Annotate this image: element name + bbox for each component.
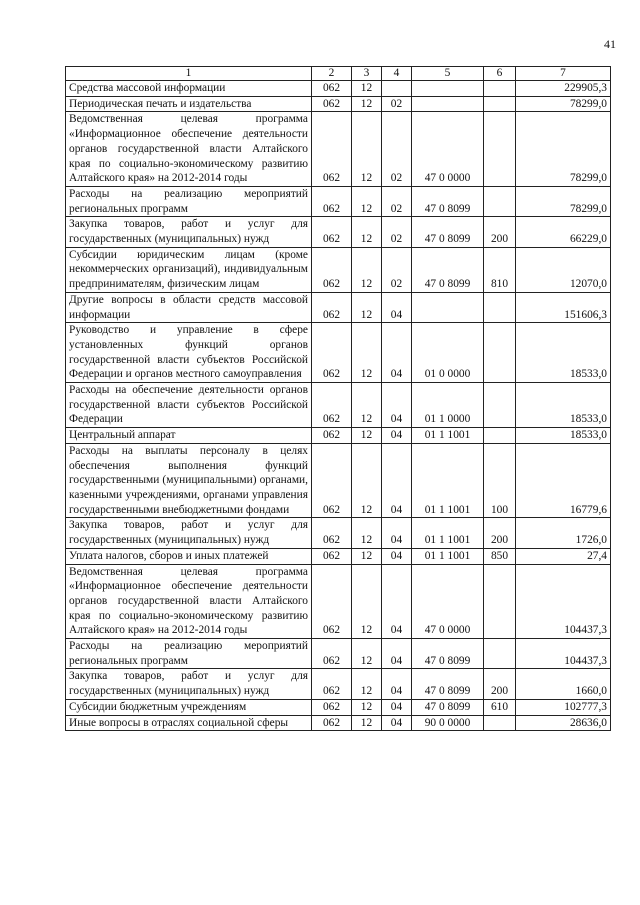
column-header: 2 [312, 67, 352, 81]
expense-type-cell: 810 [484, 247, 516, 292]
code-cell: 062 [312, 186, 352, 216]
code-cell: 062 [312, 323, 352, 383]
subsection-cell: 04 [382, 292, 412, 322]
subsection-cell [382, 81, 412, 97]
code-cell: 062 [312, 292, 352, 322]
column-header: 7 [516, 67, 611, 81]
target-article-cell: 01 1 0000 [412, 383, 484, 428]
target-article-cell: 47 0 8099 [412, 247, 484, 292]
row-name-cell: Другие вопросы в области средств массовой информации [66, 292, 312, 322]
table-row [66, 699, 611, 715]
section-cell: 12 [352, 548, 382, 564]
target-article-cell: 01 1 1001 [412, 428, 484, 444]
section-cell: 12 [352, 428, 382, 444]
table-row [66, 669, 611, 699]
code-cell: 062 [312, 96, 352, 112]
column-header: 5 [412, 67, 484, 81]
section-cell: 12 [352, 669, 382, 699]
table-header-row [66, 67, 611, 81]
table-row [66, 323, 611, 383]
section-cell: 12 [352, 443, 382, 518]
expense-type-cell: 200 [484, 669, 516, 699]
row-name-cell: Закупка товаров, работ и услуг для государственных (муниципальных) нужд [66, 669, 312, 699]
subsection-cell: 04 [382, 669, 412, 699]
expense-type-cell: 610 [484, 699, 516, 715]
code-cell: 062 [312, 518, 352, 548]
amount-cell: 66229,0 [516, 217, 611, 247]
table-row [66, 186, 611, 216]
amount-cell: 18533,0 [516, 383, 611, 428]
section-cell: 12 [352, 247, 382, 292]
target-article-cell: 01 1 1001 [412, 548, 484, 564]
target-article-cell: 47 0 8099 [412, 639, 484, 669]
amount-cell: 104437,3 [516, 564, 611, 639]
section-cell: 12 [352, 292, 382, 322]
expense-type-cell [484, 292, 516, 322]
column-header: 1 [66, 67, 312, 81]
subsection-cell: 04 [382, 443, 412, 518]
subsection-cell: 02 [382, 96, 412, 112]
code-cell: 062 [312, 112, 352, 187]
code-cell: 062 [312, 564, 352, 639]
amount-cell: 18533,0 [516, 323, 611, 383]
section-cell: 12 [352, 323, 382, 383]
amount-cell: 18533,0 [516, 428, 611, 444]
row-name-cell: Иные вопросы в отраслях социальной сферы [66, 715, 312, 731]
row-name-cell: Закупка товаров, работ и услуг для государственных (муниципальных) нужд [66, 217, 312, 247]
code-cell: 062 [312, 247, 352, 292]
page-number: 41 [604, 37, 616, 51]
table-row [66, 639, 611, 669]
row-name-cell: Расходы на выплаты персоналу в целях обеспечения выполнения функций государственными (муниципальными) органами, казенными учреждениями, органами управления государственными внебюджетными фондами [66, 443, 312, 518]
amount-cell: 78299,0 [516, 186, 611, 216]
row-name-cell: Расходы на обеспечение деятельности органов государственной власти субъектов Российской Федерации [66, 383, 312, 428]
table-row [66, 518, 611, 548]
section-cell: 12 [352, 186, 382, 216]
expense-type-cell [484, 96, 516, 112]
budget-table [65, 66, 611, 731]
amount-cell: 1660,0 [516, 669, 611, 699]
amount-cell: 78299,0 [516, 112, 611, 187]
row-name-cell: Субсидии юридическим лицам (кроме некоммерческих организаций), индивидуальным предпринимателям, физическим лицам [66, 247, 312, 292]
amount-cell: 27,4 [516, 548, 611, 564]
subsection-cell: 04 [382, 564, 412, 639]
target-article-cell [412, 292, 484, 322]
target-article-cell: 01 1 1001 [412, 443, 484, 518]
target-article-cell: 47 0 0000 [412, 564, 484, 639]
expense-type-cell [484, 564, 516, 639]
expense-type-cell [484, 112, 516, 187]
row-name-cell: Периодическая печать и издательства [66, 96, 312, 112]
subsection-cell: 04 [382, 428, 412, 444]
expense-type-cell: 850 [484, 548, 516, 564]
amount-cell: 28636,0 [516, 715, 611, 731]
section-cell: 12 [352, 112, 382, 187]
target-article-cell: 47 0 8099 [412, 217, 484, 247]
amount-cell: 151606,3 [516, 292, 611, 322]
code-cell: 062 [312, 217, 352, 247]
row-name-cell: Руководство и управление в сфере установленных функций органов государственной власти субъектов Российской Федерации и органов местного самоуправления [66, 323, 312, 383]
subsection-cell: 02 [382, 112, 412, 187]
table-row [66, 443, 611, 518]
amount-cell: 102777,3 [516, 699, 611, 715]
row-name-cell: Ведомственная целевая программа «Информационное обеспечение деятельности органов государственной власти Алтайского края по социально-экономическому развитию Алтайского края» на 2012-2014 годы [66, 564, 312, 639]
row-name-cell: Закупка товаров, работ и услуг для государственных (муниципальных) нужд [66, 518, 312, 548]
subsection-cell: 04 [382, 323, 412, 383]
table-row [66, 112, 611, 187]
table-row [66, 292, 611, 322]
amount-cell: 12070,0 [516, 247, 611, 292]
code-cell: 062 [312, 443, 352, 518]
subsection-cell: 02 [382, 217, 412, 247]
table-row [66, 217, 611, 247]
table-body [66, 81, 611, 731]
section-cell: 12 [352, 699, 382, 715]
subsection-cell: 04 [382, 518, 412, 548]
table-row [66, 247, 611, 292]
subsection-cell: 02 [382, 186, 412, 216]
section-cell: 12 [352, 564, 382, 639]
amount-cell: 229905,3 [516, 81, 611, 97]
target-article-cell: 90 0 0000 [412, 715, 484, 731]
target-article-cell: 01 1 1001 [412, 518, 484, 548]
section-cell: 12 [352, 715, 382, 731]
column-header: 3 [352, 67, 382, 81]
row-name-cell: Субсидии бюджетным учреждениям [66, 699, 312, 715]
code-cell: 062 [312, 548, 352, 564]
table-row [66, 428, 611, 444]
target-article-cell: 47 0 0000 [412, 112, 484, 187]
expense-type-cell [484, 428, 516, 444]
amount-cell: 1726,0 [516, 518, 611, 548]
section-cell: 12 [352, 639, 382, 669]
code-cell: 062 [312, 81, 352, 97]
subsection-cell: 04 [382, 383, 412, 428]
expense-type-cell: 200 [484, 518, 516, 548]
subsection-cell: 04 [382, 699, 412, 715]
target-article-cell [412, 96, 484, 112]
expense-type-cell [484, 383, 516, 428]
table-row [66, 548, 611, 564]
amount-cell: 78299,0 [516, 96, 611, 112]
target-article-cell: 47 0 8099 [412, 699, 484, 715]
code-cell: 062 [312, 428, 352, 444]
amount-cell: 104437,3 [516, 639, 611, 669]
table-row [66, 81, 611, 97]
subsection-cell: 04 [382, 548, 412, 564]
expense-type-cell: 200 [484, 217, 516, 247]
subsection-cell: 02 [382, 247, 412, 292]
subsection-cell: 04 [382, 639, 412, 669]
section-cell: 12 [352, 217, 382, 247]
code-cell: 062 [312, 383, 352, 428]
target-article-cell: 47 0 8099 [412, 186, 484, 216]
row-name-cell: Центральный аппарат [66, 428, 312, 444]
row-name-cell: Уплата налогов, сборов и иных платежей [66, 548, 312, 564]
section-cell: 12 [352, 81, 382, 97]
code-cell: 062 [312, 715, 352, 731]
expense-type-cell [484, 715, 516, 731]
target-article-cell: 01 0 0000 [412, 323, 484, 383]
section-cell: 12 [352, 96, 382, 112]
code-cell: 062 [312, 639, 352, 669]
row-name-cell: Ведомственная целевая программа «Информационное обеспечение деятельности органов государственной власти Алтайского края по социально-экономическому развитию Алтайского края» на 2012-2014 годы [66, 112, 312, 187]
subsection-cell: 04 [382, 715, 412, 731]
target-article-cell: 47 0 8099 [412, 669, 484, 699]
section-cell: 12 [352, 518, 382, 548]
expense-type-cell [484, 639, 516, 669]
expense-type-cell [484, 323, 516, 383]
target-article-cell [412, 81, 484, 97]
column-header: 4 [382, 67, 412, 81]
table-row [66, 564, 611, 639]
expense-type-cell [484, 186, 516, 216]
amount-cell: 16779,6 [516, 443, 611, 518]
section-cell: 12 [352, 383, 382, 428]
table-row [66, 715, 611, 731]
row-name-cell: Расходы на реализацию мероприятий региональных программ [66, 186, 312, 216]
column-header: 6 [484, 67, 516, 81]
expense-type-cell [484, 81, 516, 97]
table-row [66, 383, 611, 428]
code-cell: 062 [312, 699, 352, 715]
code-cell: 062 [312, 669, 352, 699]
row-name-cell: Средства массовой информации [66, 81, 312, 97]
expense-type-cell: 100 [484, 443, 516, 518]
table-row [66, 96, 611, 112]
row-name-cell: Расходы на реализацию мероприятий региональных программ [66, 639, 312, 669]
